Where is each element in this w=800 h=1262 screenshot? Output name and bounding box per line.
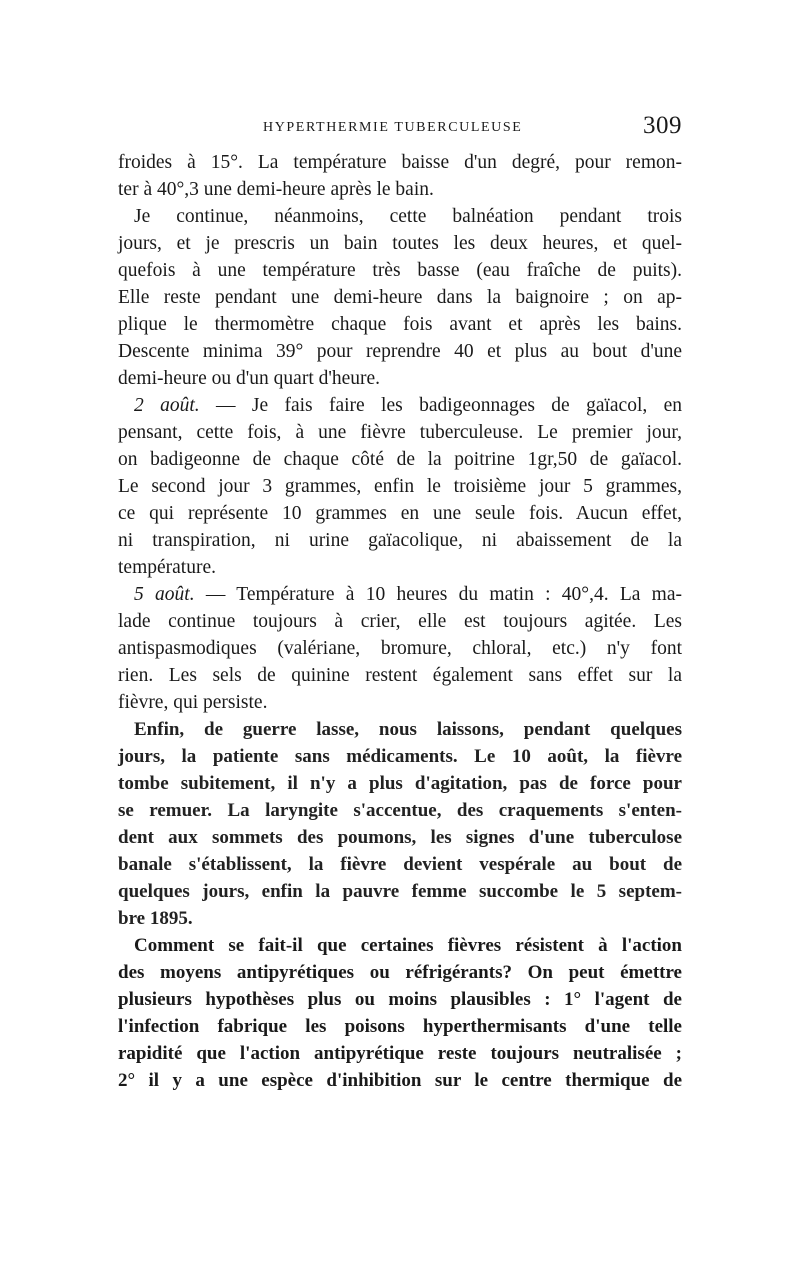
text-line: Je continue, néanmoins, cette balnéation pendant trois xyxy=(134,206,682,227)
text-line: tombe subitement, il n'y a plus d'agitation, pas de force pour xyxy=(118,773,682,794)
text-line: bre 1895. xyxy=(118,908,193,929)
text-line: l'infection fabrique les poisons hyperthermisants d'une telle xyxy=(118,1016,682,1037)
text-line: Le second jour 3 grammes, enfin le troisième jour 5 grammes, xyxy=(118,476,682,497)
text-line: ni transpiration, ni urine gaïacolique, ni abaissement de la xyxy=(118,530,682,551)
text-line: quelques jours, enfin la pauvre femme succombe le 5 septem- xyxy=(118,881,682,902)
running-head xyxy=(118,112,682,144)
text-line: Descente minima 39° pour reprendre 40 et plus au bout d'une xyxy=(118,341,682,362)
text-line: demi-heure ou d'un quart d'heure. xyxy=(118,368,381,389)
text-line xyxy=(134,582,682,608)
text-line: 2° il y a une espèce d'inhibition sur le centre thermique de xyxy=(118,1070,682,1091)
text-line: jours, la patiente sans médicaments. Le 10 août, la fièvre xyxy=(118,746,682,767)
book-page xyxy=(118,0,682,1262)
page-number: 309 xyxy=(643,112,682,139)
text-line: jours, et je prescris un bain toutes les deux heures, et quel- xyxy=(118,233,682,254)
text-line: Comment se fait-il que certaines fièvres résistent à l'action xyxy=(134,935,682,956)
text-line: plique le thermomètre chaque fois avant et après les bains. xyxy=(118,314,682,335)
running-title: HYPERTHERMIE TUBERCULEUSE xyxy=(263,120,523,135)
text-line xyxy=(134,393,682,419)
text-line: Elle reste pendant une demi-heure dans la baignoire ; on ap- xyxy=(118,287,682,308)
text-line: lade continue toujours à crier, elle est toujours agitée. Les xyxy=(118,611,682,632)
text-line: antispasmodiques (valériane, bromure, chloral, etc.) n'y font xyxy=(118,638,682,659)
text-line: plusieurs hypothèses plus ou moins plausibles : 1° l'agent de xyxy=(118,989,682,1010)
text-line: se remuer. La laryngite s'accentue, des craquements s'enten- xyxy=(118,800,682,821)
date-aout-5: 5 août. xyxy=(134,584,195,605)
text-line: ter à 40°,3 une demi-heure après le bain. xyxy=(118,179,434,200)
text-line: rapidité que l'action antipyrétique reste toujours neutralisée ; xyxy=(118,1043,682,1064)
text-line: température. xyxy=(118,557,216,578)
text-line: fièvre, qui persiste. xyxy=(118,692,268,713)
text-line: froides à 15°. La température baisse d'un degré, pour remon- xyxy=(118,152,682,173)
text-line: des moyens antipyrétiques ou réfrigérants? On peut émettre xyxy=(118,962,682,983)
text-line: pensant, cette fois, à une fièvre tuberculeuse. Le premier jour, xyxy=(118,422,682,443)
text-line: dent aux sommets des poumons, les signes d'une tuberculose xyxy=(118,827,682,848)
text-line: ce qui représente 10 grammes en une seule fois. Aucun effet, xyxy=(118,503,682,524)
text-segment: — Température à 10 heures du matin : 40°,4. La ma- xyxy=(194,584,683,605)
text-line: rien. Les sels de quinine restent également sans effet sur la xyxy=(118,665,682,686)
text-line: on badigeonne de chaque côté de la poitrine 1gr,50 de gaïacol. xyxy=(118,449,682,470)
text-line: quefois à une température très basse (eau fraîche de puits). xyxy=(118,260,682,281)
text-segment: — Je fais faire les badigeonnages de gaïacol, en xyxy=(199,395,682,416)
date-aout-2: 2 août. xyxy=(134,395,200,416)
text-line: Enfin, de guerre lasse, nous laissons, pendant quelques xyxy=(134,719,682,740)
text-line: banale s'établissent, la fièvre devient vespérale au bout de xyxy=(118,854,682,875)
